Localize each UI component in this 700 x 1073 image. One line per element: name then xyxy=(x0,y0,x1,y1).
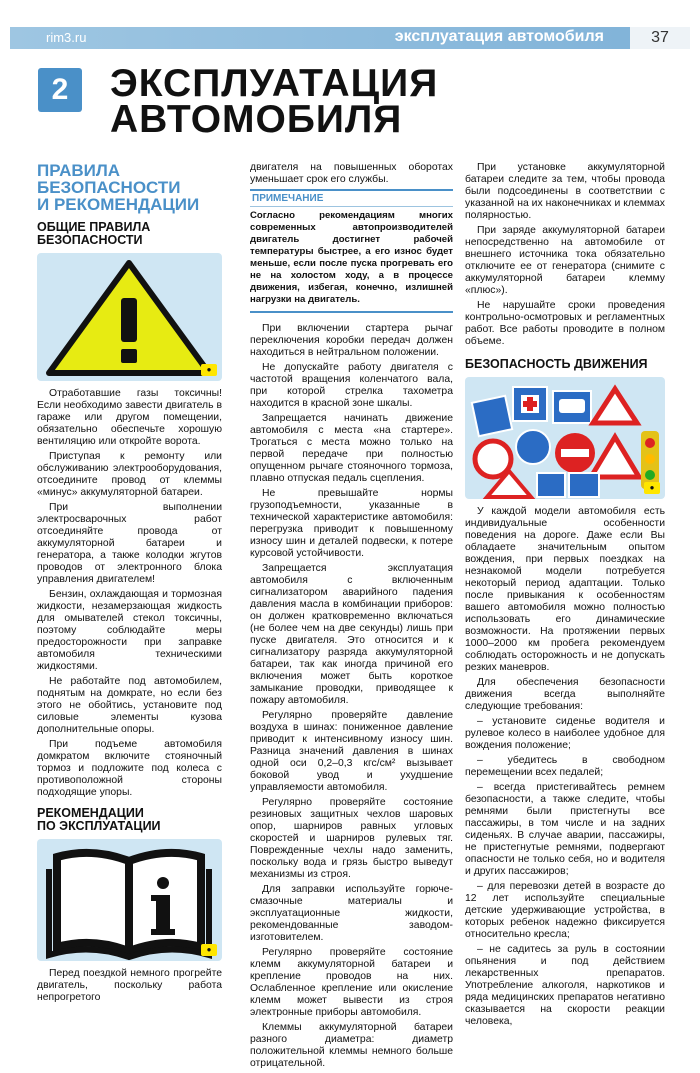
general-rules-text xyxy=(37,388,222,799)
column-2 xyxy=(250,162,453,1073)
paragraph: Запрещается эксплуатация автомобиля с включенным сигнализатором аварийного падения давления масла в комбинации приборов: он должен кратковременно включаться (не более чем на две секунды) лишь при пуске двигателя. Это относится и к сигнализатору разряда аккумуляторной батареи, так как иногда причиной его включения может быть короткое замыкание проводки, приводящее к пожару автомобиля. xyxy=(250,563,453,706)
paragraph: Регулярно проверяйте состояние резиновых защитных чехлов шаровых опор, шарниров равных угловых скоростей и шарниров рулевых тяг. Поврежденные чехлы надо заменить, поскольку вода и грязь быстро выведут механизмы из строя. xyxy=(250,797,453,880)
car-logo-icon: ● xyxy=(201,364,217,376)
paragraph: Для заправки используйте горюче-смазочные материалы и эксплуатационные жидкости, рекомендованные заводом-изготовителем. xyxy=(250,884,453,943)
subheading-line: ПО ЭКСПЛУАТАЦИИ xyxy=(37,819,161,833)
paragraph: Не нарушайте сроки проведения контрольно-осмотровых и регламентных работ. Все работы проводите в полном объеме. xyxy=(465,300,665,347)
paragraph: Бензин, охлаждающая и тормозная жидкости, незамерзающая жидкость для омывателей стекол токсичны, поэтому соблюдайте меры предосторожности при заправке автомобиля техническими жидкостями. xyxy=(37,589,222,672)
paragraph: – не садитесь за руль в состоянии опьянения и под действием лекарственных препаратов. Употребление алкоголя, наркотиков и ряда медицинских препаратов негативно сказывается на скорости реакции человека, xyxy=(465,944,665,1027)
paragraph: Отработавшие газы токсичны! Если необходимо завести двигатель в гараже или другом помещении, обязательно обеспечьте хорошую вентиляцию или откройте ворота. xyxy=(37,388,222,447)
paragraph: Не работайте под автомобилем, поднятым на домкрате, но если без этого не обойтись, установите под силовые элементы кузова дополнительные опоры. xyxy=(37,676,222,735)
note-heading: ПРИМЕЧАНИЕ xyxy=(250,189,453,207)
subheading-general-rules xyxy=(37,221,222,247)
paragraph: – для перевозки детей в возрасте до 12 лет используйте специальные детские удерживающие устройства, в которых ребенок надежно фиксируется относительно кресла; xyxy=(465,881,665,940)
paragraph: У каждой модели автомобиля есть индивидуальные особенности поведения на дороге. Даже если Вы обладаете значительным опытом вождения, при первых поездках на незнакомой модели потребуется некоторый период адаптации. Только после привыкания к особенностям вашего автомобиля можно полностью использовать его динамические возможности. На протяжении первых 1000–2000 км пробега рекомендуем соблюдать осторожность и не допускать резких маневров. xyxy=(465,506,665,673)
info-book-icon xyxy=(37,839,222,961)
paragraph: Перед поездкой немного прогрейте двигатель, поскольку работа непрогретого xyxy=(37,968,222,1003)
paragraph: Не допускайте работу двигателя с частотой вращения коленчатого вала, при которой стрелка тахометра находится в красной зоне шкалы. xyxy=(250,362,453,409)
paragraph: При подъеме автомобиля домкратом включите стояночный тормоз и подложите под колеса с противоположной стороны подходящие упоры. xyxy=(37,739,222,798)
road-signs-icon xyxy=(465,377,665,499)
info-book-image xyxy=(37,839,222,961)
paragraph: При установке аккумуляторной батареи следите за тем, чтобы провода были подсоединены в соответствии с указанной на их наконечниках и клеммах полярностью. xyxy=(465,162,665,221)
subheading-line: ОБЩИЕ ПРАВИЛА xyxy=(37,220,151,234)
warning-triangle-icon xyxy=(37,253,222,381)
chapter-title-line1: ЭКСПЛУАТАЦИЯ xyxy=(110,62,439,105)
page-header xyxy=(10,27,690,49)
paragraph: Не превышайте нормы грузоподъемности, указанные в технической характеристике автомобиля: перегрузка приводит к повышенному износу шин и деталей подвески, к потере курсовой устойчивости. xyxy=(250,488,453,559)
note-text: Согласно рекомендациям многих современных автопроизводителей двигатель достигнет рабочей температуры быстрее, а его износ будет меньше, если после пуска прогревать его не на холостом ходу, а в процессе движения, избегая, конечно, излишней нагрузки на двигатель. xyxy=(250,210,453,313)
warning-sign-image xyxy=(37,253,222,381)
column-3 xyxy=(465,162,665,1031)
subheading-line: РЕКОМЕНДАЦИИ xyxy=(37,806,144,820)
paragraph: Приступая к ремонту или обслуживанию электрооборудования, отсоедините провод от клеммы «минус» аккумуляторной батареи. xyxy=(37,451,222,498)
paragraph: При включении стартера рычаг переключения коробки передач должен находиться в нейтральном положении. xyxy=(250,323,453,358)
chapter-number: 2 xyxy=(38,68,82,112)
page-number: 37 xyxy=(630,27,690,49)
paragraph: – установите сиденье водителя и рулевое колесо в наиболее удобное для вождения положение; xyxy=(465,716,665,751)
subheading-operation xyxy=(37,807,222,833)
subheading-traffic-safety: БЕЗОПАСНОСТЬ ДВИЖЕНИЯ xyxy=(465,357,648,371)
paragraph: – убедитесь в свободном перемещении всех педалей; xyxy=(465,755,665,778)
car-logo-icon: ● xyxy=(201,944,217,956)
paragraph: Регулярно проверяйте состояние клемм аккумуляторной батареи и крепление проводов на них. Ослабленное крепление или окисление клемм может вывести из строя электронные приборы автомобиля. xyxy=(250,947,453,1018)
section-heading-line: БЕЗОПАСНОСТИ xyxy=(37,178,181,197)
section-heading-line: ПРАВИЛА xyxy=(37,161,121,180)
paragraph: При выполнении электросварочных работ отсоединяйте провода от аккумуляторной батареи и генератора, а также колодки жгутов проводов от электронного блока управления двигателем! xyxy=(37,502,222,585)
section-title: эксплуатация автомобиля xyxy=(394,28,604,45)
paragraph: При заряде аккумуляторной батареи непосредственно на автомобиле от внешнего источника тока обязательно отключите ее от генератора (снимите с аккумуляторной батареи клемму «плюс»). xyxy=(465,225,665,296)
paragraph: – всегда пристегивайтесь ремнем безопасности, а также следите, чтобы ремнями были пристегнуты все пассажиры, в том числе и на задних сиденьях. В случае аварии, пассажиры, не пристегнутые ремнями, подвергают опасности не только себя, но и водителя и других пассажиров; xyxy=(465,782,665,877)
paragraph: Для обеспечения безопасности движения всегда выполняйте следующие требования: xyxy=(465,677,665,712)
paragraph: двигателя на повышенных оборотах уменьшает срок его службы. xyxy=(250,162,453,185)
paragraph: Запрещается начинать движение автомобиля с места «на стартере». Трогаться с места можно только на первой передаче при полностью опущенном рычаге стояночного тормоза, плавно отпуская педаль сцепления. xyxy=(250,413,453,484)
section-heading-line: И РЕКОМЕНДАЦИИ xyxy=(37,195,200,214)
subheading-line: БЕЗОПАСНОСТИ xyxy=(37,233,143,247)
operation-text xyxy=(37,968,222,1004)
road-signs-image xyxy=(465,377,665,499)
paragraph: Регулярно проверяйте давление воздуха в шинах: пониженное давление приводит к интенсивному износу шин. Разница значений давления в шинах одной оси 0,2–0,3 кгс/см² вызывает боковой увод и ухудшение управляемости автомобиля. xyxy=(250,710,453,793)
chapter-title xyxy=(110,62,439,141)
site-url: rim3.ru xyxy=(46,30,87,45)
section-heading xyxy=(37,162,222,213)
paragraph: Клеммы аккумуляторной батареи разного диаметра: диаметр положительной клеммы немного больше отрицательной. xyxy=(250,1022,453,1069)
column-1 xyxy=(37,162,222,1007)
chapter-title-line2: АВТОМОБИЛЯ xyxy=(110,98,403,141)
car-logo-icon: ● xyxy=(644,482,660,494)
